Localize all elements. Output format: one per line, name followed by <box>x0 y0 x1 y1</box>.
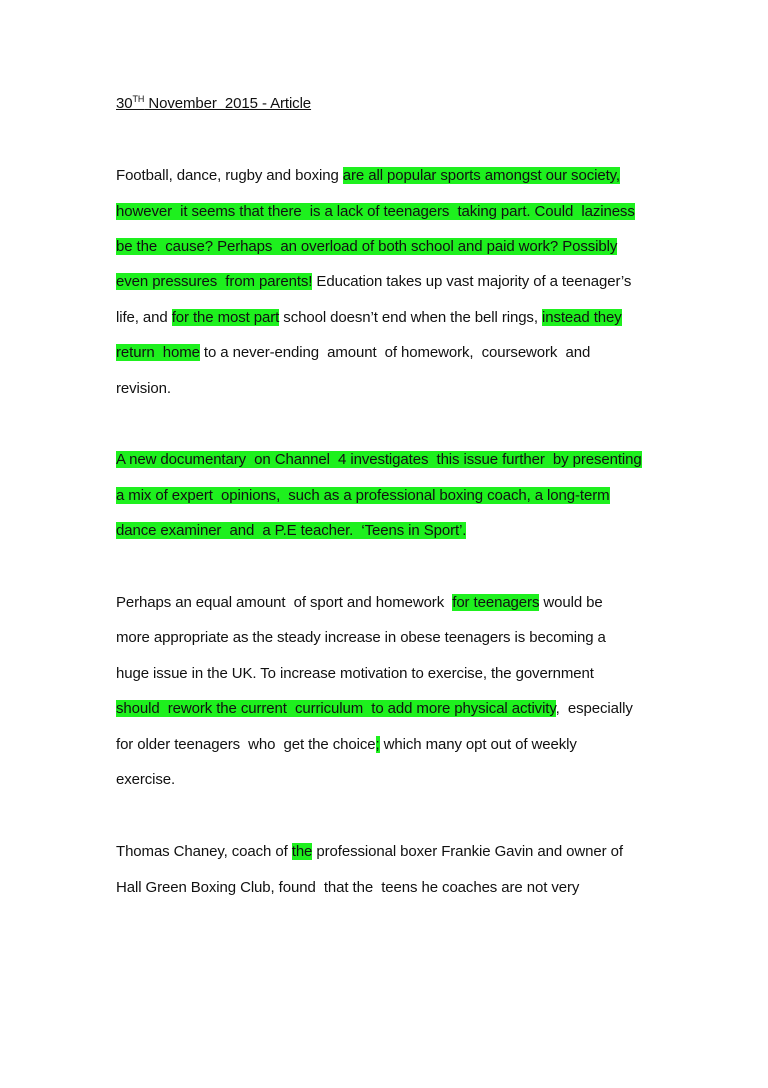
text-line <box>116 379 171 398</box>
highlighted-text: be the cause? Perhaps an overload of both school and paid work? Possibly <box>116 238 618 255</box>
text-segment: more appropriate as the steady increase in obese teenagers is becoming a <box>116 629 606 646</box>
text-segment: , especially <box>555 700 633 717</box>
text-line <box>116 628 606 647</box>
text-segment: exercise. <box>116 771 176 788</box>
text-line <box>116 735 577 754</box>
highlighted-text: return home <box>116 344 200 361</box>
highlighted-text: the <box>291 843 313 860</box>
text-segment: Education takes up vast majority of a teenager’s <box>312 273 632 290</box>
highlighted-text: A new documentary on Channel 4 investigates this issue further by presenting <box>116 451 642 468</box>
text-segment: huge issue in the UK. To increase motivation to exercise, the government <box>116 665 594 682</box>
text-segment: Perhaps an equal amount of sport and homework <box>116 594 453 611</box>
highlighted-text: for the most part <box>171 309 280 326</box>
text-line <box>116 878 579 897</box>
highlighted-text: should rework the current curriculum to add more physical activity <box>116 700 556 717</box>
highlighted-text: even pressures from parents! <box>116 273 313 290</box>
text-line <box>116 343 590 362</box>
text-line <box>116 237 617 256</box>
text-segment: for older teenagers who get the choice <box>116 736 376 753</box>
text-line <box>116 770 175 789</box>
text-line <box>116 486 610 505</box>
text-segment: Football, dance, rugby and boxing <box>116 167 343 184</box>
highlighted-text: instead they <box>541 309 622 326</box>
text-segment: to a never-ending amount of homework, coursework and <box>199 344 591 361</box>
text-line <box>116 308 622 327</box>
text-segment: life, and <box>116 309 172 326</box>
text-segment: school doesn’t end when the bell rings, <box>279 309 542 326</box>
text-segment: would be <box>539 594 603 611</box>
text-segment: Hall Green Boxing Club, found that the teens he coaches are not very <box>116 879 580 896</box>
text-segment: which many opt out of weekly <box>379 736 577 753</box>
text-line <box>116 521 466 540</box>
title-text: November 2015 - Article <box>144 95 312 112</box>
document-title <box>116 94 311 113</box>
text-line <box>116 202 635 221</box>
highlighted-text: a mix of expert opinions, such as a professional boxing coach, a long-term <box>116 487 610 504</box>
text-line <box>116 664 594 683</box>
text-segment: professional boxer Frankie Gavin and owner of <box>312 843 623 860</box>
title-day: 30 <box>116 95 133 112</box>
text-line <box>116 166 620 185</box>
highlighted-text: for teenagers <box>452 594 540 611</box>
text-segment: Thomas Chaney, coach of <box>116 843 292 860</box>
text-line <box>116 272 631 291</box>
title-superscript: TH <box>132 94 145 104</box>
text-line <box>116 593 603 612</box>
highlighted-text: however it seems that there is a lack of teenagers taking part. Could laziness <box>116 203 635 220</box>
highlighted-text: are all popular sports amongst our society, <box>342 167 620 184</box>
highlighted-text: dance examiner and a P.E teacher. ‘Teens in Sport’. <box>116 522 467 539</box>
text-line <box>116 450 642 469</box>
text-line <box>116 842 623 861</box>
highlighted-text: ; <box>375 736 380 753</box>
text-segment: revision. <box>116 380 171 397</box>
text-line <box>116 699 633 718</box>
